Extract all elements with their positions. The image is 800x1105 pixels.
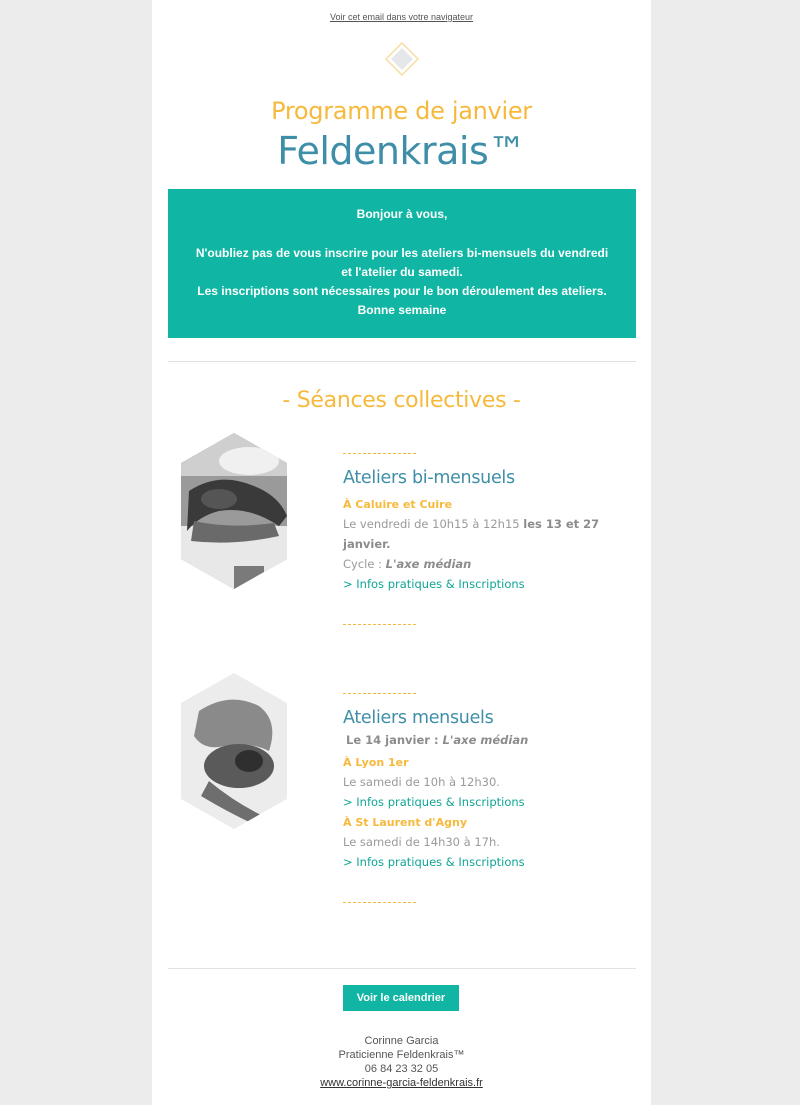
message-line: N'oubliez pas de vous inscrire pour les ateliers bi-mensuels du vendredi <box>195 246 609 260</box>
dashed-separator <box>343 902 416 903</box>
view-in-browser-link[interactable]: Voir cet email dans votre navigateur <box>329 12 474 22</box>
date-label: Le 14 janvier : <box>346 733 443 747</box>
email-body <box>152 0 651 1105</box>
page-title: Feldenkrais™ <box>277 129 526 173</box>
footer <box>152 1034 651 1090</box>
cycle-value: L'axe médian <box>385 557 472 571</box>
message-line: Les inscriptions sont nécessaires pour le bon déroulement des ateliers. <box>197 284 607 298</box>
calendar-button[interactable]: Voir le calendrier <box>343 985 459 1011</box>
footer-website-link[interactable]: www.corinne-garcia-feldenkrais.fr <box>320 1077 483 1089</box>
message-line: et l'atelier du samedi. <box>341 265 463 279</box>
workshop-title: Ateliers bi-mensuels <box>343 468 515 488</box>
message-greeting: Bonjour à vous, <box>356 207 448 221</box>
workshop-schedule: Le samedi de 14h30 à 17h. <box>343 835 500 849</box>
workshop-card-monthly <box>343 693 633 903</box>
dashed-separator <box>343 693 416 694</box>
program-subtitle: Programme de janvier <box>271 97 532 125</box>
workshop-photo-hexagon <box>179 431 289 591</box>
footer-role: Praticienne Feldenkrais™ <box>338 1049 465 1061</box>
workshop-schedule: Le samedi de 10h à 12h30. <box>343 775 500 789</box>
section-title: - Séances collectives - <box>282 388 521 413</box>
workshop-location: À Caluire et Cuire <box>343 498 453 511</box>
message-line: Bonne semaine <box>357 303 447 317</box>
infos-inscriptions-link[interactable]: > Infos pratiques & Inscriptions <box>343 795 525 809</box>
cycle-label: Cycle : <box>343 557 386 571</box>
workshop-card-bimonthly <box>343 453 633 625</box>
workshop-cycle <box>343 554 633 574</box>
workshop-schedule <box>343 514 633 554</box>
workshop-title: Ateliers mensuels <box>343 708 494 728</box>
footer-name: Corinne Garcia <box>364 1035 439 1047</box>
workshop-date <box>343 730 633 750</box>
divider <box>168 968 636 969</box>
message-box <box>168 189 636 338</box>
dashed-separator <box>343 453 416 454</box>
infos-inscriptions-link[interactable]: > Infos pratiques & Inscriptions <box>343 855 525 869</box>
diamond-logo-icon <box>385 42 419 76</box>
schedule-dates: les 13 et 27 janvier. <box>343 517 600 551</box>
dashed-separator <box>343 624 416 625</box>
workshop-photo-hexagon <box>179 671 289 831</box>
workshop-location: À St Laurent d'Agny <box>343 816 468 829</box>
schedule-time: Le vendredi de 10h15 à 12h15 <box>343 517 524 531</box>
divider <box>168 361 636 362</box>
date-value: L'axe médian <box>442 733 529 747</box>
workshop-location: À Lyon 1er <box>343 756 409 769</box>
footer-phone: 06 84 23 32 05 <box>364 1063 439 1075</box>
infos-inscriptions-link[interactable]: > Infos pratiques & Inscriptions <box>343 577 525 591</box>
